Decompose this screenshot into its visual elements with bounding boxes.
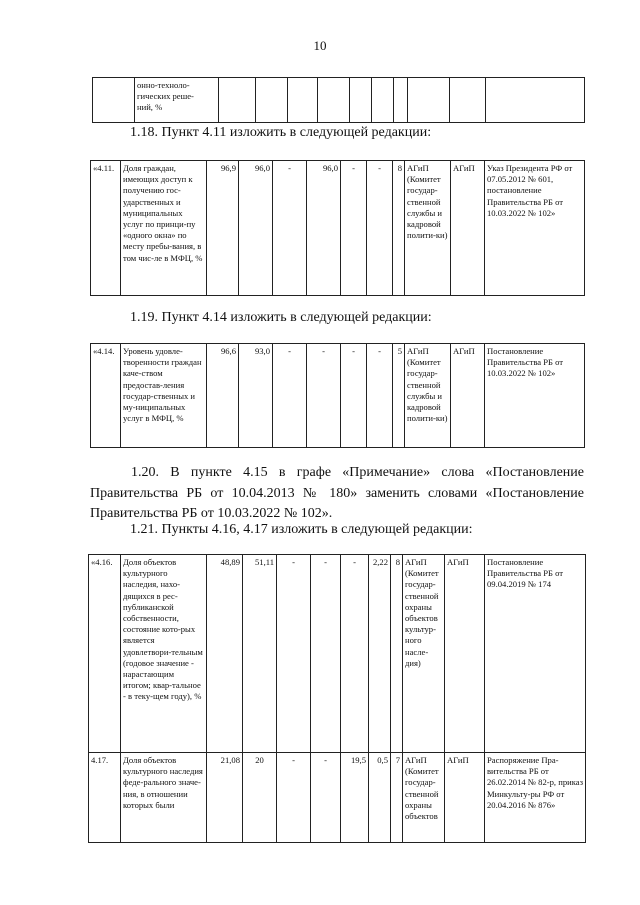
table-cell: 19,5 (341, 753, 369, 843)
table-cell: Постановление Правительства РБ от 10.03.2022 № 102» (485, 344, 585, 448)
table-cell: АГиП (451, 161, 485, 296)
table-cell: Доля объектов культурного наследия феде-рального значе-ния, в отношении которых были (121, 753, 207, 843)
table-cell: АГиП (Комитет государ-ственной охраны объектов культур-ного насле-дия) (403, 555, 445, 753)
paragraph-1-18: 1.18. Пункт 4.11 изложить в следующей редакции: (130, 125, 432, 140)
items-4-16-4-17-table (88, 554, 586, 843)
table-cell (486, 78, 585, 123)
table-cell: 21,08 (207, 753, 243, 843)
table-cell: Доля граждан, имеющих доступ к получению гос-ударственных и муниципальных услуг по принци-пу «одного окна» по месту пребы-вания, в том чис-ле в МФЦ, % (121, 161, 207, 296)
table-cell: онно-техноло- гических реше- ний, % (135, 78, 219, 123)
table-cell: 5 (393, 344, 405, 448)
table-cell (372, 78, 394, 123)
continuation-table (92, 77, 585, 123)
table-cell: АГиП (445, 555, 485, 753)
paragraph-1-21: 1.21. Пункты 4.16, 4.17 изложить в следующей редакции: (130, 522, 473, 537)
table-cell: 20 (243, 753, 277, 843)
table-cell: АГиП (445, 753, 485, 843)
table-cell: 51,11 (243, 555, 277, 753)
table-cell (318, 78, 350, 123)
table-cell (350, 78, 372, 123)
table-cell: - (367, 344, 393, 448)
table-cell (256, 78, 288, 123)
table-row (93, 78, 585, 123)
table-cell: «4.16. (89, 555, 121, 753)
table-cell: Указ Президента РФ от 07.05.2012 № 601, постановление Правительства РБ от 10.03.2022 № 102» (485, 161, 585, 296)
table-cell: - (341, 555, 369, 753)
table-cell: Постановление Правительства РБ от 09.04.2019 № 174 (485, 555, 586, 753)
item-4-14-table (90, 343, 585, 448)
table-cell: Распоряжение Пра-вительства РБ от 26.02.2014 № 82-р, приказ Минкульту-ры РФ от 20.04.2016 № 876» (485, 753, 586, 843)
table-cell: Доля объектов культурного наследия, нахо-дящихся в рес-публиканской собственности, состояние кото-рых является удовлетвори-тельным (годовое значение - нарастающим итогом; квар-тальное - в теку-щем году), % (121, 555, 207, 753)
table-cell: 8 (391, 555, 403, 753)
table-cell: 2,22 (369, 555, 391, 753)
table-cell (288, 78, 318, 123)
table-cell (219, 78, 256, 123)
paragraph-1-20-line-3: Правительства РБ от 10.03.2022 № 102». (90, 506, 333, 521)
table-cell: АГиП (Комитет государ-ственной охраны объектов (403, 753, 445, 843)
table-cell: - (367, 161, 393, 296)
table-cell: 7 (391, 753, 403, 843)
table-cell: - (311, 555, 341, 753)
table-row (91, 161, 585, 296)
table-cell: АГиП (Комитет государ-ственной службы и кадровой полити-ки) (405, 161, 451, 296)
item-4-11-table (90, 160, 585, 296)
table-cell: Уровень удовле-творенности граждан каче-ством предостав-ления государ-ственных и му-ниципальных услуг в МФЦ, % (121, 344, 207, 448)
page-number: 10 (313, 38, 327, 53)
table-row (91, 344, 585, 448)
table-row (89, 555, 586, 753)
table-cell: АГиП (451, 344, 485, 448)
table-cell: «4.14. (91, 344, 121, 448)
table-cell (394, 78, 408, 123)
table-cell: 48,89 (207, 555, 243, 753)
table-row (89, 753, 586, 843)
table-cell (450, 78, 486, 123)
table-cell: АГиП (Комитет государ-ственной службы и кадровой полити-ки) (405, 344, 451, 448)
table-cell: 4.17. (89, 753, 121, 843)
paragraph-1-20-line-2: Правительства РБ от 10.04.2013 № 180» заменить словами «Постановление (90, 486, 584, 501)
table-cell: - (273, 161, 307, 296)
paragraph-1-20-line-1: 1.20. В пункте 4.15 в графе «Примечание» слова «Постановление (131, 465, 584, 480)
table-cell: - (273, 344, 307, 448)
table-cell: - (307, 344, 341, 448)
table-cell: - (277, 555, 311, 753)
table-cell: 8 (393, 161, 405, 296)
table-cell: - (341, 344, 367, 448)
table-cell: 96,0 (307, 161, 341, 296)
table-cell (93, 78, 135, 123)
table-cell: - (341, 161, 367, 296)
paragraph-1-19: 1.19. Пункт 4.14 изложить в следующей редакции: (130, 310, 432, 325)
table-cell: 93,0 (239, 344, 273, 448)
table-cell: 96,6 (207, 344, 239, 448)
table-cell: - (311, 753, 341, 843)
table-cell: «4.11. (91, 161, 121, 296)
table-cell: - (277, 753, 311, 843)
table-cell: 96,9 (207, 161, 239, 296)
table-cell: 96,0 (239, 161, 273, 296)
table-cell (408, 78, 450, 123)
table-cell: 0,5 (369, 753, 391, 843)
